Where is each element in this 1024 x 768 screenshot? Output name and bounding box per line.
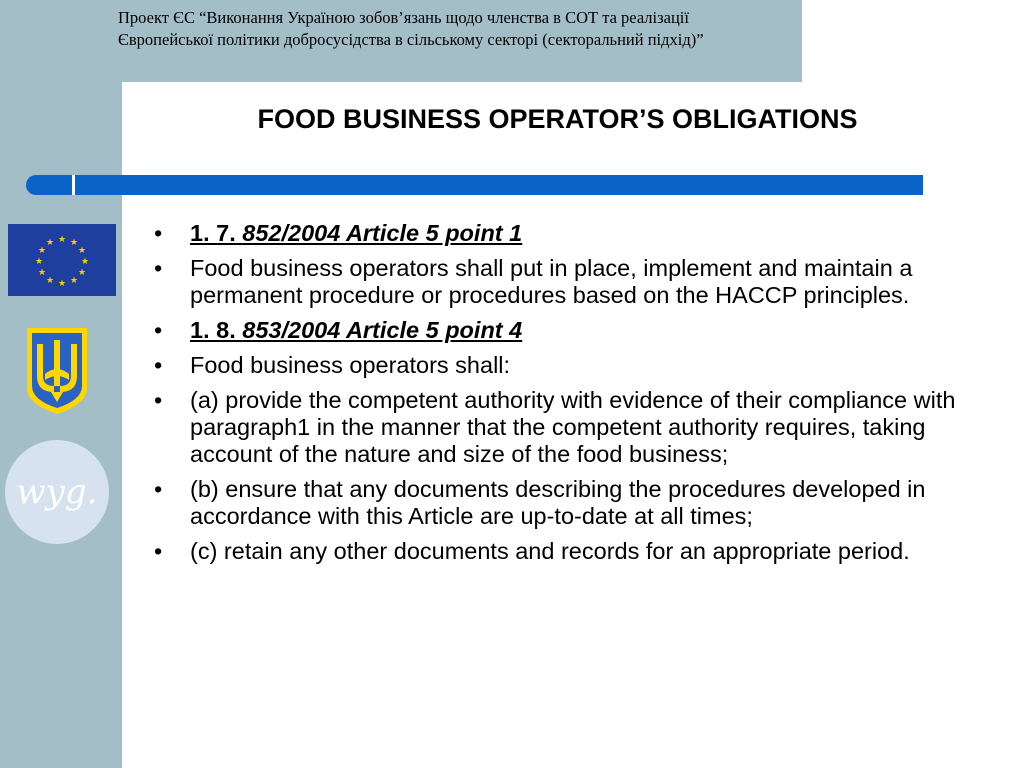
list-item-text: (b) ensure that any documents describing the procedures developed in accordance with this Article are up-to-date at all times; [190, 476, 926, 529]
svg-text:★: ★ [69, 238, 79, 248]
wyg-logo-icon [4, 439, 110, 545]
svg-text:★: ★ [77, 268, 87, 278]
list-item [150, 476, 970, 530]
list-item-text: (a) provide the competent authority with evidence of their compliance with paragraph1 in the manner that the competent authority requires, taking account of the nature and size of the food business; [190, 387, 956, 467]
svg-text:★: ★ [80, 257, 90, 267]
list-item [150, 317, 970, 344]
ukraine-coat-of-arms-icon [25, 326, 89, 416]
bullet-marker: • [154, 352, 163, 378]
bullet-marker: • [154, 255, 163, 281]
list-item-text: Food business operators shall: [190, 352, 511, 378]
list-item-text: Food business operators shall put in place, implement and maintain a permanent procedure or procedures based on the HACCP principles. [190, 255, 913, 308]
bullet-marker: • [154, 538, 163, 564]
title-bar [26, 175, 923, 195]
bullet-marker: • [154, 476, 163, 502]
list-item [150, 352, 970, 379]
svg-text:★: ★ [37, 246, 47, 256]
list-item [150, 387, 970, 468]
project-caption: Проект ЄС “Виконання Україною зобов’язань щодо членства в СОТ та реалізації Європейської політики добросусідства в сільському секторі (секторальний підхід)” [118, 8, 704, 49]
regulation-reference: 1. 8. 853/2004 Article 5 point 4 [190, 317, 523, 343]
regulation-reference: 1. 7. 852/2004 Article 5 point 1 [190, 220, 523, 246]
list-item-text: (c) retain any other documents and records for an appropriate period. [190, 538, 910, 564]
eu-flag-icon [8, 224, 116, 296]
slide-title: FOOD BUSINESS OPERATOR’S OBLIGATIONS [257, 104, 858, 134]
title-bar-divider [72, 175, 75, 195]
bullet-marker: • [154, 220, 163, 246]
svg-text:wyg.: wyg. [16, 472, 98, 512]
svg-text:★: ★ [57, 279, 67, 289]
svg-text:★: ★ [57, 235, 67, 245]
bullet-marker: • [154, 387, 163, 413]
svg-text:★: ★ [77, 246, 87, 256]
svg-text:★: ★ [45, 276, 55, 286]
svg-text:★: ★ [34, 257, 44, 267]
list-item [150, 220, 970, 247]
svg-text:★: ★ [69, 276, 79, 286]
svg-text:★: ★ [37, 268, 47, 278]
svg-text:★: ★ [45, 238, 55, 248]
bullet-list [150, 220, 970, 573]
list-item [150, 255, 970, 309]
bullet-marker: • [154, 317, 163, 343]
list-item [150, 538, 970, 565]
